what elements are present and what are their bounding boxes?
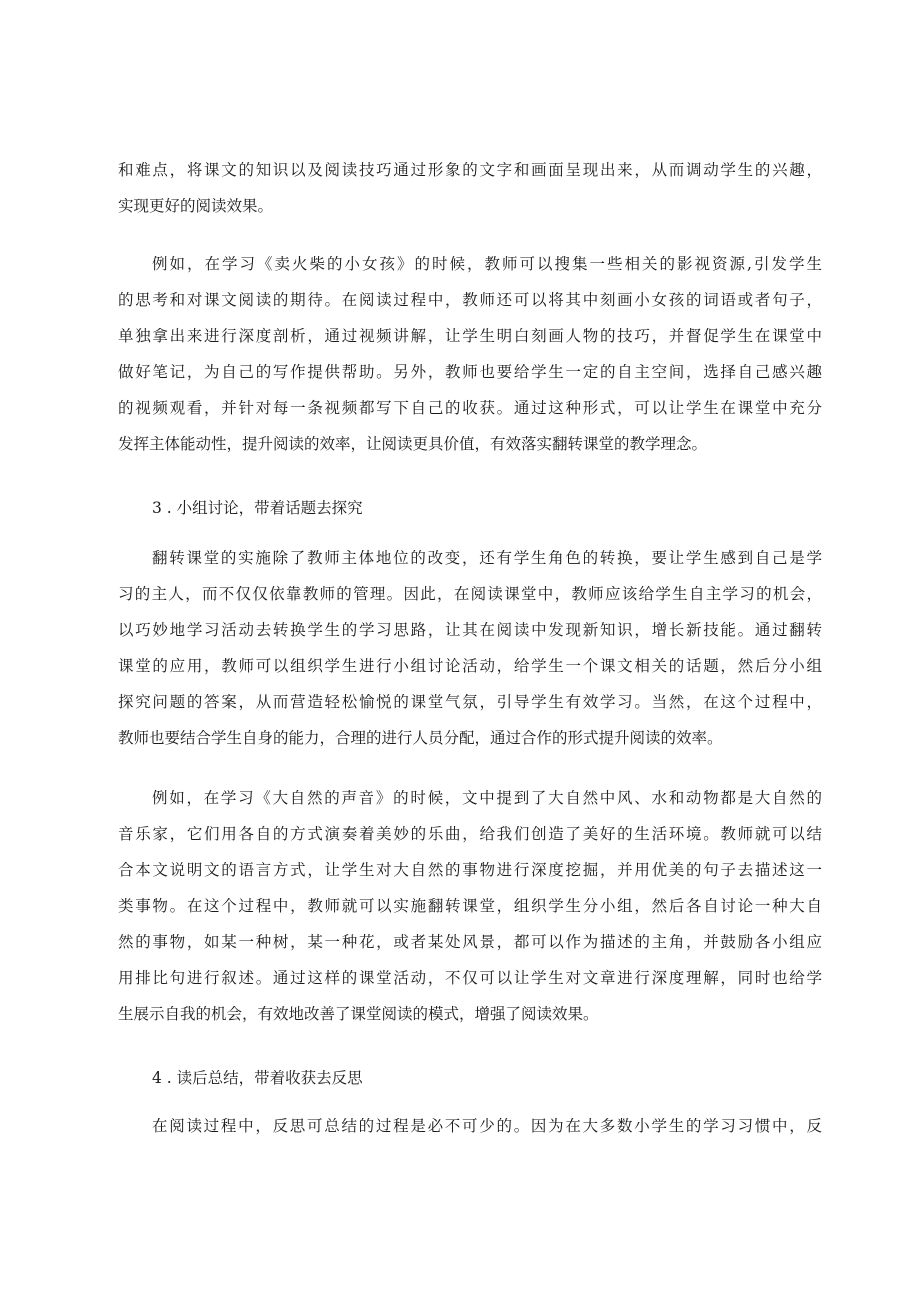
text-line: 探究问题的答案，从而营造轻松愉悦的课堂气氛，引导学生有效学习。当然，在这个过程中， — [118, 693, 822, 711]
text-line: 做好笔记，为自己的写作提供帮助。另外，教师也要给学生一定的自主空间，选择自己感兴趣 — [118, 363, 822, 381]
text-line: 类事物。在这个过程中，教师就可以实施翻转课堂，组织学生分小组，然后各自讨论一种大自 — [118, 897, 822, 915]
text-line: 用排比句进行叙述。通过这样的课堂活动，不仅可以让学生对文章进行深度理解，同时也给学 — [118, 969, 822, 987]
text-line: 以巧妙地学习活动去转换学生的学习思路，让其在阅读中发现新知识，增长新技能。通过翻转 — [118, 621, 822, 639]
text-line: 翻转课堂的实施除了教师主体地位的改变，还有学生角色的转换，要让学生感到自己是学 — [152, 549, 822, 567]
text-line: 音乐家，它们用各自的方式演奏着美妙的乐曲，给我们创造了美好的生活环境。教师就可以结 — [118, 825, 822, 843]
text-line: 单独拿出来进行深度剖析，通过视频讲解，让学生明白刻画人物的技巧，并督促学生在课堂中 — [118, 327, 822, 345]
paragraph-group-discussion — [118, 540, 822, 756]
section-heading-3: 3 . 小组讨论，带着话题去探究 — [152, 499, 363, 517]
text-line: 的思考和对课文阅读的期待。在阅读过程中，教师还可以将其中刻画小女孩的词语或者句子， — [118, 291, 822, 309]
paragraph-reflection — [118, 1108, 822, 1144]
section-heading-4: 4 . 读后总结，带着收获去反思 — [152, 1069, 363, 1087]
text-line: 课堂的应用，教师可以组织学生进行小组讨论活动，给学生一个课文相关的话题，然后分小组 — [118, 657, 822, 675]
text-line: 合本文说明文的语言方式，让学生对大自然的事物进行深度挖掘，并用优美的句子去描述这一 — [118, 861, 822, 879]
text-line: 生展示自我的机会，有效地改善了课堂阅读的模式，增强了阅读效果。 — [118, 1005, 599, 1023]
paragraph-example-match-girl — [118, 246, 822, 462]
paragraph-example-nature-sounds — [118, 780, 822, 1032]
text-line: 然的事物，如某一种树，某一种花，或者某处风景，都可以作为描述的主角，并鼓励各小组应 — [118, 933, 822, 951]
text-line: 的视频观看，并针对每一条视频都写下自己的收获。通过这种形式，可以让学生在课堂中充分 — [118, 399, 822, 417]
paragraph-intro-continuation — [118, 152, 822, 224]
text-line: 实现更好的阅读效果。 — [118, 197, 274, 215]
text-line: 发挥主体能动性，提升阅读的效率，让阅读更具价值，有效落实翻转课堂的教学理念。 — [118, 435, 708, 453]
text-line: 习的主人，而不仅仅依靠教师的管理。因此，在阅读课堂中，教师应该给学生自主学习的机会， — [118, 585, 822, 603]
text-line: 例如，在学习《大自然的声音》的时候，文中提到了大自然中风、水和动物都是大自然的 — [152, 789, 822, 807]
text-line: 教师也要结合学生自身的能力，合理的进行人员分配，通过合作的形式提升阅读的效率。 — [118, 729, 723, 747]
text-line: 例如，在学习《卖火柴的小女孩》的时候，教师可以搜集一些相关的影视资源,引发学生 — [152, 255, 822, 273]
text-line: 在阅读过程中，反思可总结的过程是必不可少的。因为在大多数小学生的学习习惯中，反 — [152, 1117, 822, 1135]
text-line: 和难点，将课文的知识以及阅读技巧通过形象的文字和画面呈现出来，从而调动学生的兴趣， — [118, 161, 822, 179]
